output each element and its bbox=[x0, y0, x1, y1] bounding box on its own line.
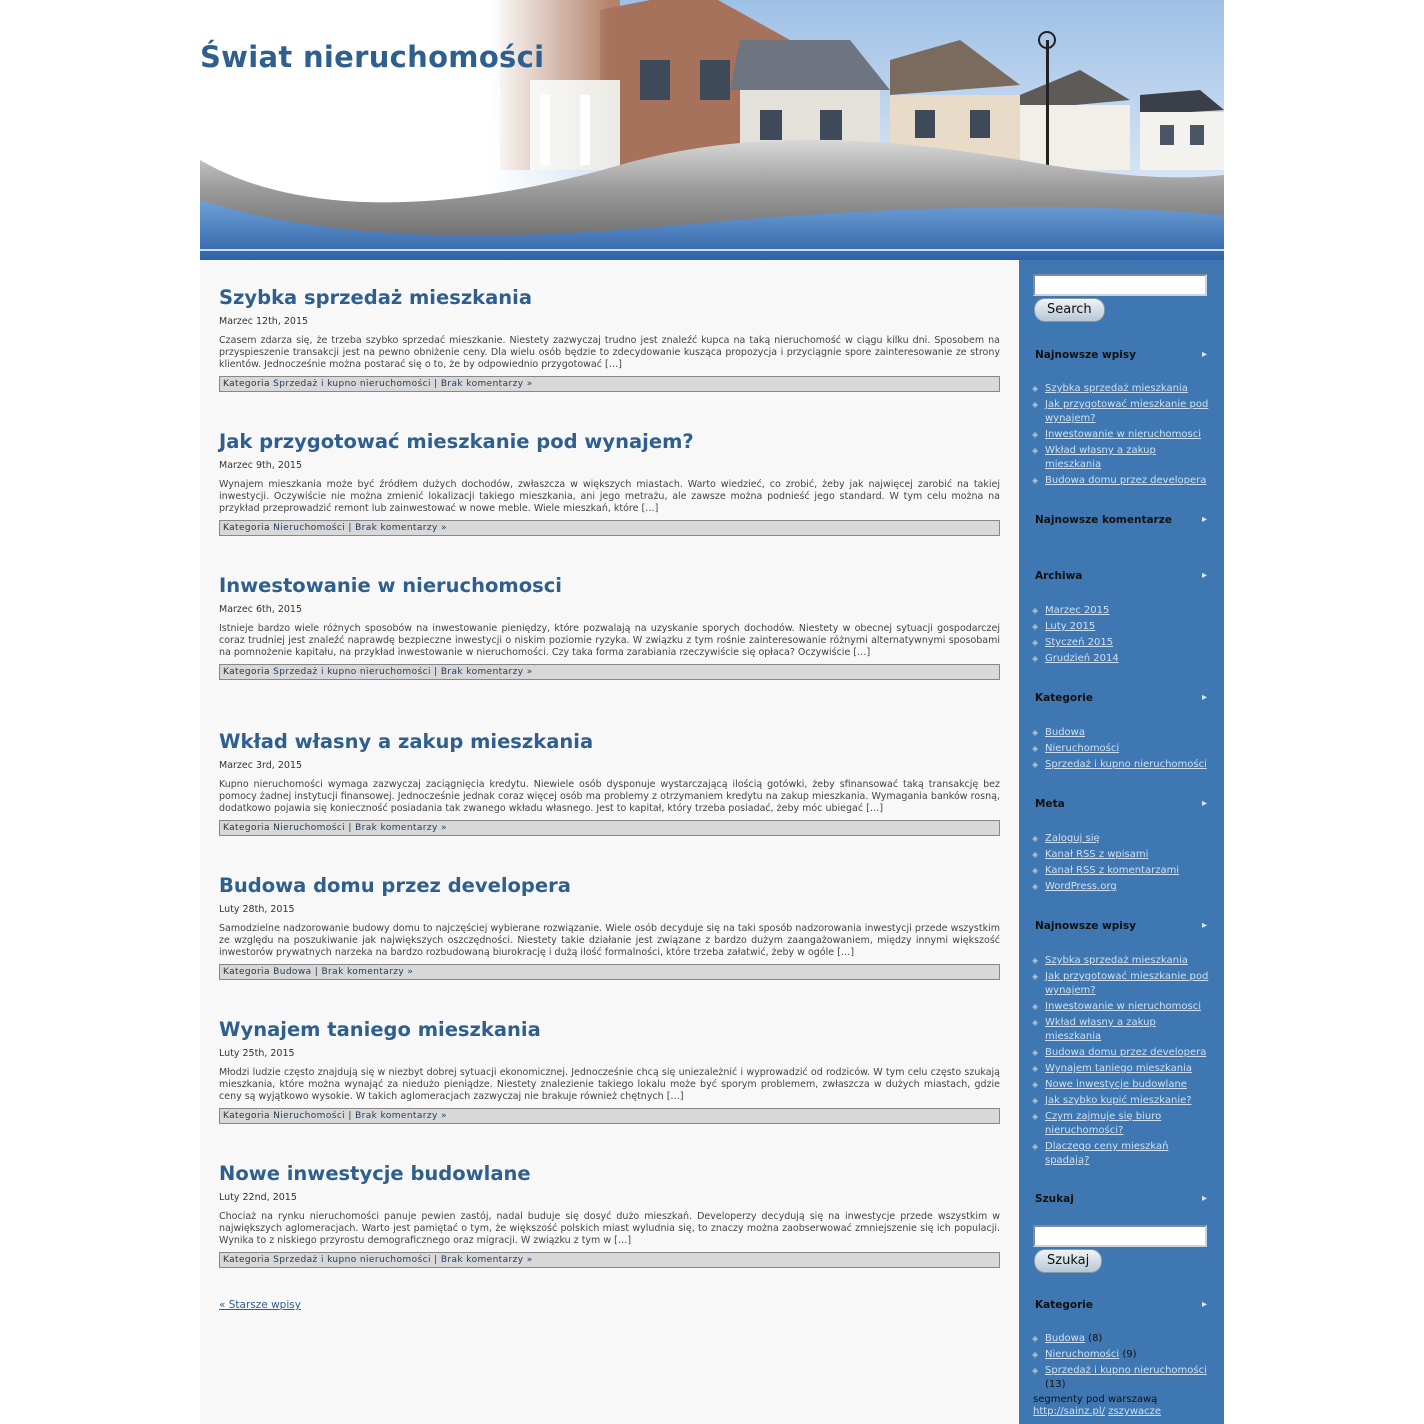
post-date: Marzec 9th, 2015 bbox=[219, 460, 303, 471]
list-item bbox=[1045, 726, 1213, 740]
post-date: Marzec 12th, 2015 bbox=[219, 316, 309, 327]
list-item bbox=[1045, 636, 1213, 650]
post-title[interactable]: Inwestowanie w nieruchomosci bbox=[219, 574, 562, 597]
post-excerpt: Czasem zdarza się, że trzeba szybko sprzedać mieszkanie. Niestety zazwyczaj trudno jest znaleźć kupca na taką nieruchomość w ciągu kilku dni. Sposobem na przyspieszenie transakcji jest na pewno obniżenie ceny. Dla wielu osób będzie to zdecydowanie kusząca propozycja i przyciągnie spore zainteresowanie ze strony klientów. Jednocześnie można postarać się o to, że by odpowiednio przygotować […] bbox=[219, 335, 1000, 370]
rss-posts-link[interactable]: Kanał RSS z wpisami bbox=[1045, 849, 1149, 860]
search-button[interactable]: Search bbox=[1034, 298, 1105, 322]
list-item bbox=[1045, 382, 1213, 396]
post-excerpt: Istnieje bardzo wiele różnych sposobów na inwestowanie pieniędzy, które pozwalają na uzyskanie sporych dochodów. Niestety w obecnej sytuacji gospodarczej coraz trudniej jest znaleźć naprawdę bezpieczne inwestycji o niskim poziomie ryzyka. W związku z tym rośnie zainteresowanie różnymi alternatywnymi sposobami na pomnożenie kapitału, na przykład inwestowanie w nieruchomości. Czy taka forma zarabiania rzeczywiście się opłaca? Oczywiście […] bbox=[219, 623, 1000, 658]
chevron-right-icon: ▸ bbox=[1201, 570, 1207, 581]
meta-separator: | bbox=[348, 523, 352, 533]
list-item bbox=[1045, 1364, 1213, 1392]
widget-title-search bbox=[1035, 1193, 1207, 1205]
footer-text: segmenty pod warszawą bbox=[1033, 1394, 1158, 1405]
category-prefix: Kategoria bbox=[223, 967, 270, 977]
comments-link[interactable]: Brak komentarzy » bbox=[440, 667, 533, 677]
recent-posts-list bbox=[1045, 382, 1213, 490]
list-item bbox=[1045, 1332, 1213, 1346]
post-title[interactable]: Wkład własny a zakup mieszkania bbox=[219, 730, 594, 753]
comments-link[interactable]: Brak komentarzy » bbox=[355, 823, 447, 833]
post-meta-bar bbox=[219, 520, 1000, 536]
category-count: (9) bbox=[1122, 1349, 1137, 1360]
category-link[interactable]: Nieruchomości bbox=[273, 1111, 346, 1121]
footer-link[interactable]: zszywacze bbox=[1108, 1406, 1162, 1417]
list-item bbox=[1045, 474, 1213, 488]
recent-post-link[interactable]: Szybka sprzedaż mieszkania bbox=[1045, 955, 1188, 966]
list-item bbox=[1045, 398, 1213, 426]
post-date: Marzec 3rd, 2015 bbox=[219, 760, 303, 771]
post-meta-bar bbox=[219, 1252, 1000, 1268]
older-posts-link[interactable]: « Starsze wpisy bbox=[219, 1299, 301, 1311]
list-item bbox=[1045, 444, 1213, 472]
comments-link[interactable]: Brak komentarzy » bbox=[355, 1111, 447, 1121]
post-excerpt: Kupno nieruchomości wymaga zazwyczaj zaciągnięcia kredytu. Niewiele osób dysponuje wystarczającą ilością gotówki, żeby sfinansować taką transakcję bez pomocy żadnej instytucji finansowej. Jednocześnie jednak coraz więcej osób ma problemy z otrzymaniem kredytu na zakup mieszkania. Wymagania banków rosną, dodatkowo pojawia się konieczność posiadania tak zwanego wkładu własnego. Jest to kapitał, który trzeba posiadać, żeby móc ubiegać […] bbox=[219, 779, 1000, 814]
comments-link[interactable]: Brak komentarzy » bbox=[440, 1255, 533, 1265]
recent-post-link[interactable]: Jak przygotować mieszkanie pod wynajem? bbox=[1045, 399, 1209, 424]
recent-post-link[interactable]: Budowa domu przez developera bbox=[1045, 475, 1207, 486]
widget-title-text: Kategorie bbox=[1035, 692, 1093, 704]
search-input-2[interactable] bbox=[1033, 1225, 1207, 1247]
post-title[interactable]: Budowa domu przez developera bbox=[219, 874, 571, 897]
chevron-right-icon: ▸ bbox=[1201, 692, 1207, 703]
widget-title-text: Meta bbox=[1035, 798, 1065, 810]
list-item bbox=[1045, 832, 1213, 846]
list-item bbox=[1045, 1140, 1213, 1168]
widget-title-categories bbox=[1035, 692, 1207, 704]
recent-post-link[interactable]: Nowe inwestycje budowlane bbox=[1045, 1079, 1187, 1090]
post-date: Luty 28th, 2015 bbox=[219, 904, 295, 915]
recent-post-link[interactable]: Jak przygotować mieszkanie pod wynajem? bbox=[1045, 971, 1209, 996]
post-excerpt: Samodzielne nadzorowanie budowy domu to najczęściej wybierane rozwiązanie. Wiele osób decyduje się na taki sposób nadzorowania inwestycji przede wszystkim ze względu na poszukiwanie jak największych oszczędności. Niestety takie działanie jest związane z bardzo dużym zaangażowaniem, między innymi większość inwestorów prywatnych narzeka na bardzo rozbudowaną biurokrację i dużą ilość formalności, które trzeba załatwić, żeby w ogóle […] bbox=[219, 923, 1000, 958]
recent-post-link[interactable]: Dlaczego ceny mieszkań spadają? bbox=[1045, 1141, 1169, 1166]
category-link[interactable]: Budowa bbox=[1045, 727, 1085, 738]
list-item bbox=[1045, 864, 1213, 878]
list-item bbox=[1045, 970, 1213, 998]
categories-count-list bbox=[1045, 1332, 1213, 1394]
site-header bbox=[200, 0, 1224, 260]
category-link[interactable]: Budowa bbox=[1045, 1333, 1085, 1344]
widget-title-recent-posts bbox=[1035, 349, 1207, 361]
widget-title-categories bbox=[1035, 1299, 1207, 1311]
category-prefix: Kategoria bbox=[223, 379, 270, 389]
page-wrapper bbox=[200, 0, 1224, 1424]
post-meta-bar bbox=[219, 664, 1000, 680]
list-item bbox=[1045, 1094, 1213, 1108]
list-item bbox=[1045, 652, 1213, 666]
recent-post-link[interactable]: Szybka sprzedaż mieszkania bbox=[1045, 383, 1188, 394]
header-banner-illustration bbox=[200, 0, 1224, 260]
post-date: Marzec 6th, 2015 bbox=[219, 604, 303, 615]
chevron-right-icon: ▸ bbox=[1201, 1193, 1207, 1204]
meta-list bbox=[1045, 832, 1213, 896]
post-title[interactable]: Jak przygotować mieszkanie pod wynajem? bbox=[219, 430, 694, 453]
meta-separator: | bbox=[348, 823, 352, 833]
category-prefix: Kategoria bbox=[223, 667, 270, 677]
post-meta-bar bbox=[219, 964, 1000, 980]
post bbox=[219, 286, 1000, 392]
list-item bbox=[1045, 880, 1213, 894]
list-item bbox=[1045, 758, 1213, 772]
archives-list bbox=[1045, 604, 1213, 668]
widget-title-recent-posts bbox=[1035, 920, 1207, 932]
main-content bbox=[200, 260, 1019, 1424]
recent-posts-list bbox=[1045, 954, 1213, 1170]
category-link[interactable]: Sprzedaż i kupno nieruchomości bbox=[1045, 1365, 1207, 1376]
category-prefix: Kategoria bbox=[223, 823, 270, 833]
recent-post-link[interactable]: Czym zajmuje się biuro nieruchomości? bbox=[1045, 1111, 1162, 1136]
chevron-right-icon: ▸ bbox=[1201, 920, 1207, 931]
category-count: (8) bbox=[1088, 1333, 1103, 1344]
recent-post-link[interactable]: Inwestowanie w nieruchomosci bbox=[1045, 1001, 1201, 1012]
footer-link[interactable]: http://sainz.pl/ bbox=[1033, 1406, 1106, 1417]
post bbox=[219, 430, 1000, 536]
list-item bbox=[1045, 620, 1213, 634]
recent-post-link[interactable]: Wkład własny a zakup mieszkania bbox=[1045, 445, 1156, 470]
list-item bbox=[1045, 1348, 1213, 1362]
meta-separator: | bbox=[348, 1111, 352, 1121]
post-excerpt: Młodzi ludzie często znajdują się w niezbyt dobrej sytuacji ekonomicznej. Jednocześnie chcą się uniezależnić i wyprowadzić od rodziców. W tym celu często szukają mieszkania, które można wynająć za niedużo pieniądze. Niestety znalezienie takiego lokalu może być sporym problemem, zwłaszcza w dużych miastach, gdzie ceny są wyjątkowo wysokie. W takich aglomeracjach zazwyczaj nie brakuje również chętnych […] bbox=[219, 1067, 1000, 1102]
list-item bbox=[1045, 1062, 1213, 1076]
category-link[interactable]: Sprzedaż i kupno nieruchomości bbox=[1045, 759, 1207, 770]
category-prefix: Kategoria bbox=[223, 1255, 270, 1265]
post-title[interactable]: Wynajem taniego mieszkania bbox=[219, 1018, 541, 1041]
meta-separator: | bbox=[434, 1255, 438, 1265]
list-item bbox=[1045, 604, 1213, 618]
widget-title-text: Kategorie bbox=[1035, 1299, 1093, 1311]
post-date: Luty 25th, 2015 bbox=[219, 1048, 295, 1059]
list-item bbox=[1045, 954, 1213, 968]
comments-link[interactable]: Brak komentarzy » bbox=[321, 967, 414, 977]
list-item bbox=[1045, 848, 1213, 862]
recent-post-link[interactable]: Inwestowanie w nieruchomosci bbox=[1045, 429, 1201, 440]
post-title[interactable]: Szybka sprzedaż mieszkania bbox=[219, 286, 533, 309]
category-link[interactable]: Nieruchomości bbox=[273, 823, 346, 833]
category-link[interactable]: Sprzedaż i kupno nieruchomości bbox=[273, 379, 431, 389]
post-excerpt: Wynajem mieszkania może być źródłem dużych dochodów, zwłaszcza w większych miastach. Warto wiedzieć, co zrobić, żeby jak najwięcej zarobić na takiej inwestycji. Oczywiście nie można zmienić lokalizacji takiego mieszkania, ani jego metrażu, ale zawsze można podnieść jego standard. W tym celu można na przykład przeprowadzić remont lub zainwestować w nowe meble. Wiele mieszkań, które […] bbox=[219, 479, 1000, 514]
list-item bbox=[1045, 1016, 1213, 1044]
list-item bbox=[1045, 1078, 1213, 1092]
sidebar bbox=[1019, 260, 1224, 1424]
category-prefix: Kategoria bbox=[223, 523, 270, 533]
chevron-right-icon: ▸ bbox=[1201, 798, 1207, 809]
widget-title-archives bbox=[1035, 570, 1207, 582]
wordpress-link[interactable]: WordPress.org bbox=[1045, 881, 1117, 892]
footer-links bbox=[1033, 1394, 1213, 1418]
chevron-right-icon: ▸ bbox=[1201, 349, 1207, 360]
category-count: (13) bbox=[1045, 1379, 1066, 1390]
post-meta-bar bbox=[219, 1108, 1000, 1124]
widget-title-text: Najnowsze wpisy bbox=[1035, 920, 1136, 932]
categories-list bbox=[1045, 726, 1213, 774]
list-item bbox=[1045, 1046, 1213, 1060]
meta-separator: | bbox=[434, 379, 438, 389]
post-date: Luty 22nd, 2015 bbox=[219, 1192, 297, 1203]
list-item bbox=[1045, 1110, 1213, 1138]
widget-title-recent-comments bbox=[1035, 514, 1207, 526]
recent-post-link[interactable]: Wynajem taniego mieszkania bbox=[1045, 1063, 1193, 1074]
archive-link[interactable]: Styczeń 2015 bbox=[1045, 637, 1114, 648]
post-title[interactable]: Nowe inwestycje budowlane bbox=[219, 1162, 531, 1185]
post-meta-bar bbox=[219, 820, 1000, 836]
widget-title-text: Najnowsze komentarze bbox=[1035, 514, 1172, 526]
rss-comments-link[interactable]: Kanał RSS z komentarzami bbox=[1045, 865, 1180, 876]
post bbox=[219, 574, 1000, 680]
meta-separator: | bbox=[314, 967, 319, 977]
archive-link[interactable]: Grudzień 2014 bbox=[1045, 653, 1119, 664]
post bbox=[219, 1018, 1000, 1124]
post bbox=[219, 730, 1000, 836]
category-prefix: Kategoria bbox=[223, 1111, 270, 1121]
widget-title-text: Najnowsze wpisy bbox=[1035, 349, 1136, 361]
post-meta-bar bbox=[219, 376, 1000, 392]
site-title[interactable]: Świat nieruchomości bbox=[200, 40, 545, 74]
search-button-2[interactable]: Szukaj bbox=[1034, 1249, 1102, 1273]
login-link[interactable]: Zaloguj się bbox=[1045, 833, 1100, 844]
widget-title-text: Archiwa bbox=[1035, 570, 1083, 582]
comments-link[interactable]: Brak komentarzy » bbox=[440, 379, 533, 389]
widget-title-text: Szukaj bbox=[1035, 1193, 1074, 1205]
category-link[interactable]: Sprzedaż i kupno nieruchomości bbox=[273, 667, 431, 677]
search-input[interactable] bbox=[1033, 274, 1207, 296]
category-link[interactable]: Nieruchomości bbox=[1045, 1349, 1120, 1360]
comments-link[interactable]: Brak komentarzy » bbox=[355, 523, 447, 533]
chevron-right-icon: ▸ bbox=[1201, 1299, 1207, 1310]
post-excerpt: Chociaż na rynku nieruchomości panuje pewien zastój, nadal buduje się dosyć dużo mieszkań. Developerzy decydują się na inwestycje przede wszystkim w największych aglomeracjach. Warto jest pamiętać o tym, że większość polskich miast wyludnia się, to znaczy można zaobserwować zmniejszenie się ich populacji. Wynika to z niskiego przyrostu demograficznego oraz migracji. W związku z tym w […] bbox=[219, 1211, 1000, 1246]
list-item bbox=[1045, 1000, 1213, 1014]
post bbox=[219, 874, 1000, 980]
recent-post-link[interactable]: Jak szybko kupić mieszkanie? bbox=[1045, 1095, 1192, 1106]
category-link[interactable]: Sprzedaż i kupno nieruchomości bbox=[273, 1255, 431, 1265]
meta-separator: | bbox=[434, 667, 438, 677]
list-item bbox=[1045, 428, 1213, 442]
archive-link[interactable]: Luty 2015 bbox=[1045, 621, 1096, 632]
widget-title-meta bbox=[1035, 798, 1207, 810]
category-link[interactable]: Nieruchomości bbox=[273, 523, 346, 533]
post bbox=[219, 1162, 1000, 1268]
category-link[interactable]: Budowa bbox=[273, 967, 312, 977]
recent-post-link[interactable]: Budowa domu przez developera bbox=[1045, 1047, 1207, 1058]
chevron-right-icon: ▸ bbox=[1201, 514, 1207, 525]
list-item bbox=[1045, 742, 1213, 756]
category-link[interactable]: Nieruchomości bbox=[1045, 743, 1120, 754]
archive-link[interactable]: Marzec 2015 bbox=[1045, 605, 1110, 616]
recent-post-link[interactable]: Wkład własny a zakup mieszkania bbox=[1045, 1017, 1156, 1042]
